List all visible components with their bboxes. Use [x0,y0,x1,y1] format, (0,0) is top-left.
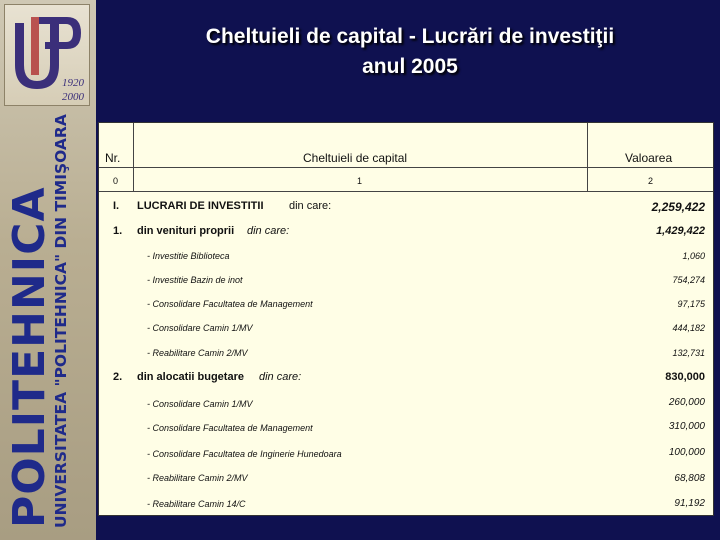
row-nr: I. [113,200,120,212]
row-label: din venituri proprii [137,225,235,237]
column-divider [587,123,588,191]
row-value: 1,060 [682,251,705,261]
row-value: 100,000 [668,447,705,458]
year-founded: 1920 [62,77,84,89]
row-value: 68,808 [674,473,705,484]
row-label: - Consolidare Camin 1/MV [147,399,253,409]
row-label: - Consolidare Facultatea de Inginerie Hunedoara [147,449,342,459]
row-value: 91,192 [674,498,705,509]
index-nr: 0 [113,176,119,186]
up-monogram-icon [5,5,89,105]
row-label: - Investitie Bazin de inot [147,275,243,285]
index-value: 2 [648,176,654,186]
row-divider [99,191,713,192]
row-nr: 1. [113,225,123,237]
header-value: Valoarea [625,151,673,165]
title-line-2: anul 2005 [362,55,458,78]
capital-expenditure-table [98,122,714,516]
row-label: - Consolidare Facultatea de Management [147,299,313,309]
university-logo [4,4,90,106]
brand-wordmark: POLITEHNICA [4,186,55,528]
row-value: 830,000 [665,371,705,383]
header-description: Cheltuieli de capital [303,151,408,165]
row-divider [99,167,713,168]
brand-university-name: UNIVERSITATEA "POLITEHNICA" DIN TIMIŞOARA [52,114,70,528]
title-line-1: Cheltuieli de capital - Lucrări de investiţii [205,25,615,48]
row-label: LUCRARI DE INVESTITII [137,200,264,212]
row-note: din care: [289,200,332,212]
row-label: - Reabilitare Camin 14/C [147,499,246,509]
index-desc: 1 [357,176,363,186]
brand-sidebar [0,0,96,540]
row-label: din alocatii bugetare [137,371,244,383]
row-nr: 2. [113,371,123,383]
row-value: 754,274 [672,275,705,285]
row-value: 310,000 [668,421,705,432]
row-label: - Reabilitare Camin 2/MV [147,473,248,483]
row-value: 132,731 [672,348,705,358]
year-anniversary: 2000 [62,91,84,103]
row-value: 260,000 [668,397,705,408]
row-value: 1,429,422 [656,225,705,237]
header-nr: Nr. [105,151,121,165]
row-value: 2,259,422 [651,200,705,214]
row-note: din care: [247,225,290,237]
page-title [100,22,720,82]
row-label: - Reabilitare Camin 2/MV [147,348,248,358]
row-label: - Consolidare Facultatea de Management [147,423,313,433]
column-divider [133,123,134,191]
row-value: 444,182 [672,323,705,333]
row-note: din care: [259,371,302,383]
row-value: 97,175 [677,299,705,309]
row-label: - Investitie Biblioteca [147,251,230,261]
row-label: - Consolidare Camin 1/MV [147,323,253,333]
